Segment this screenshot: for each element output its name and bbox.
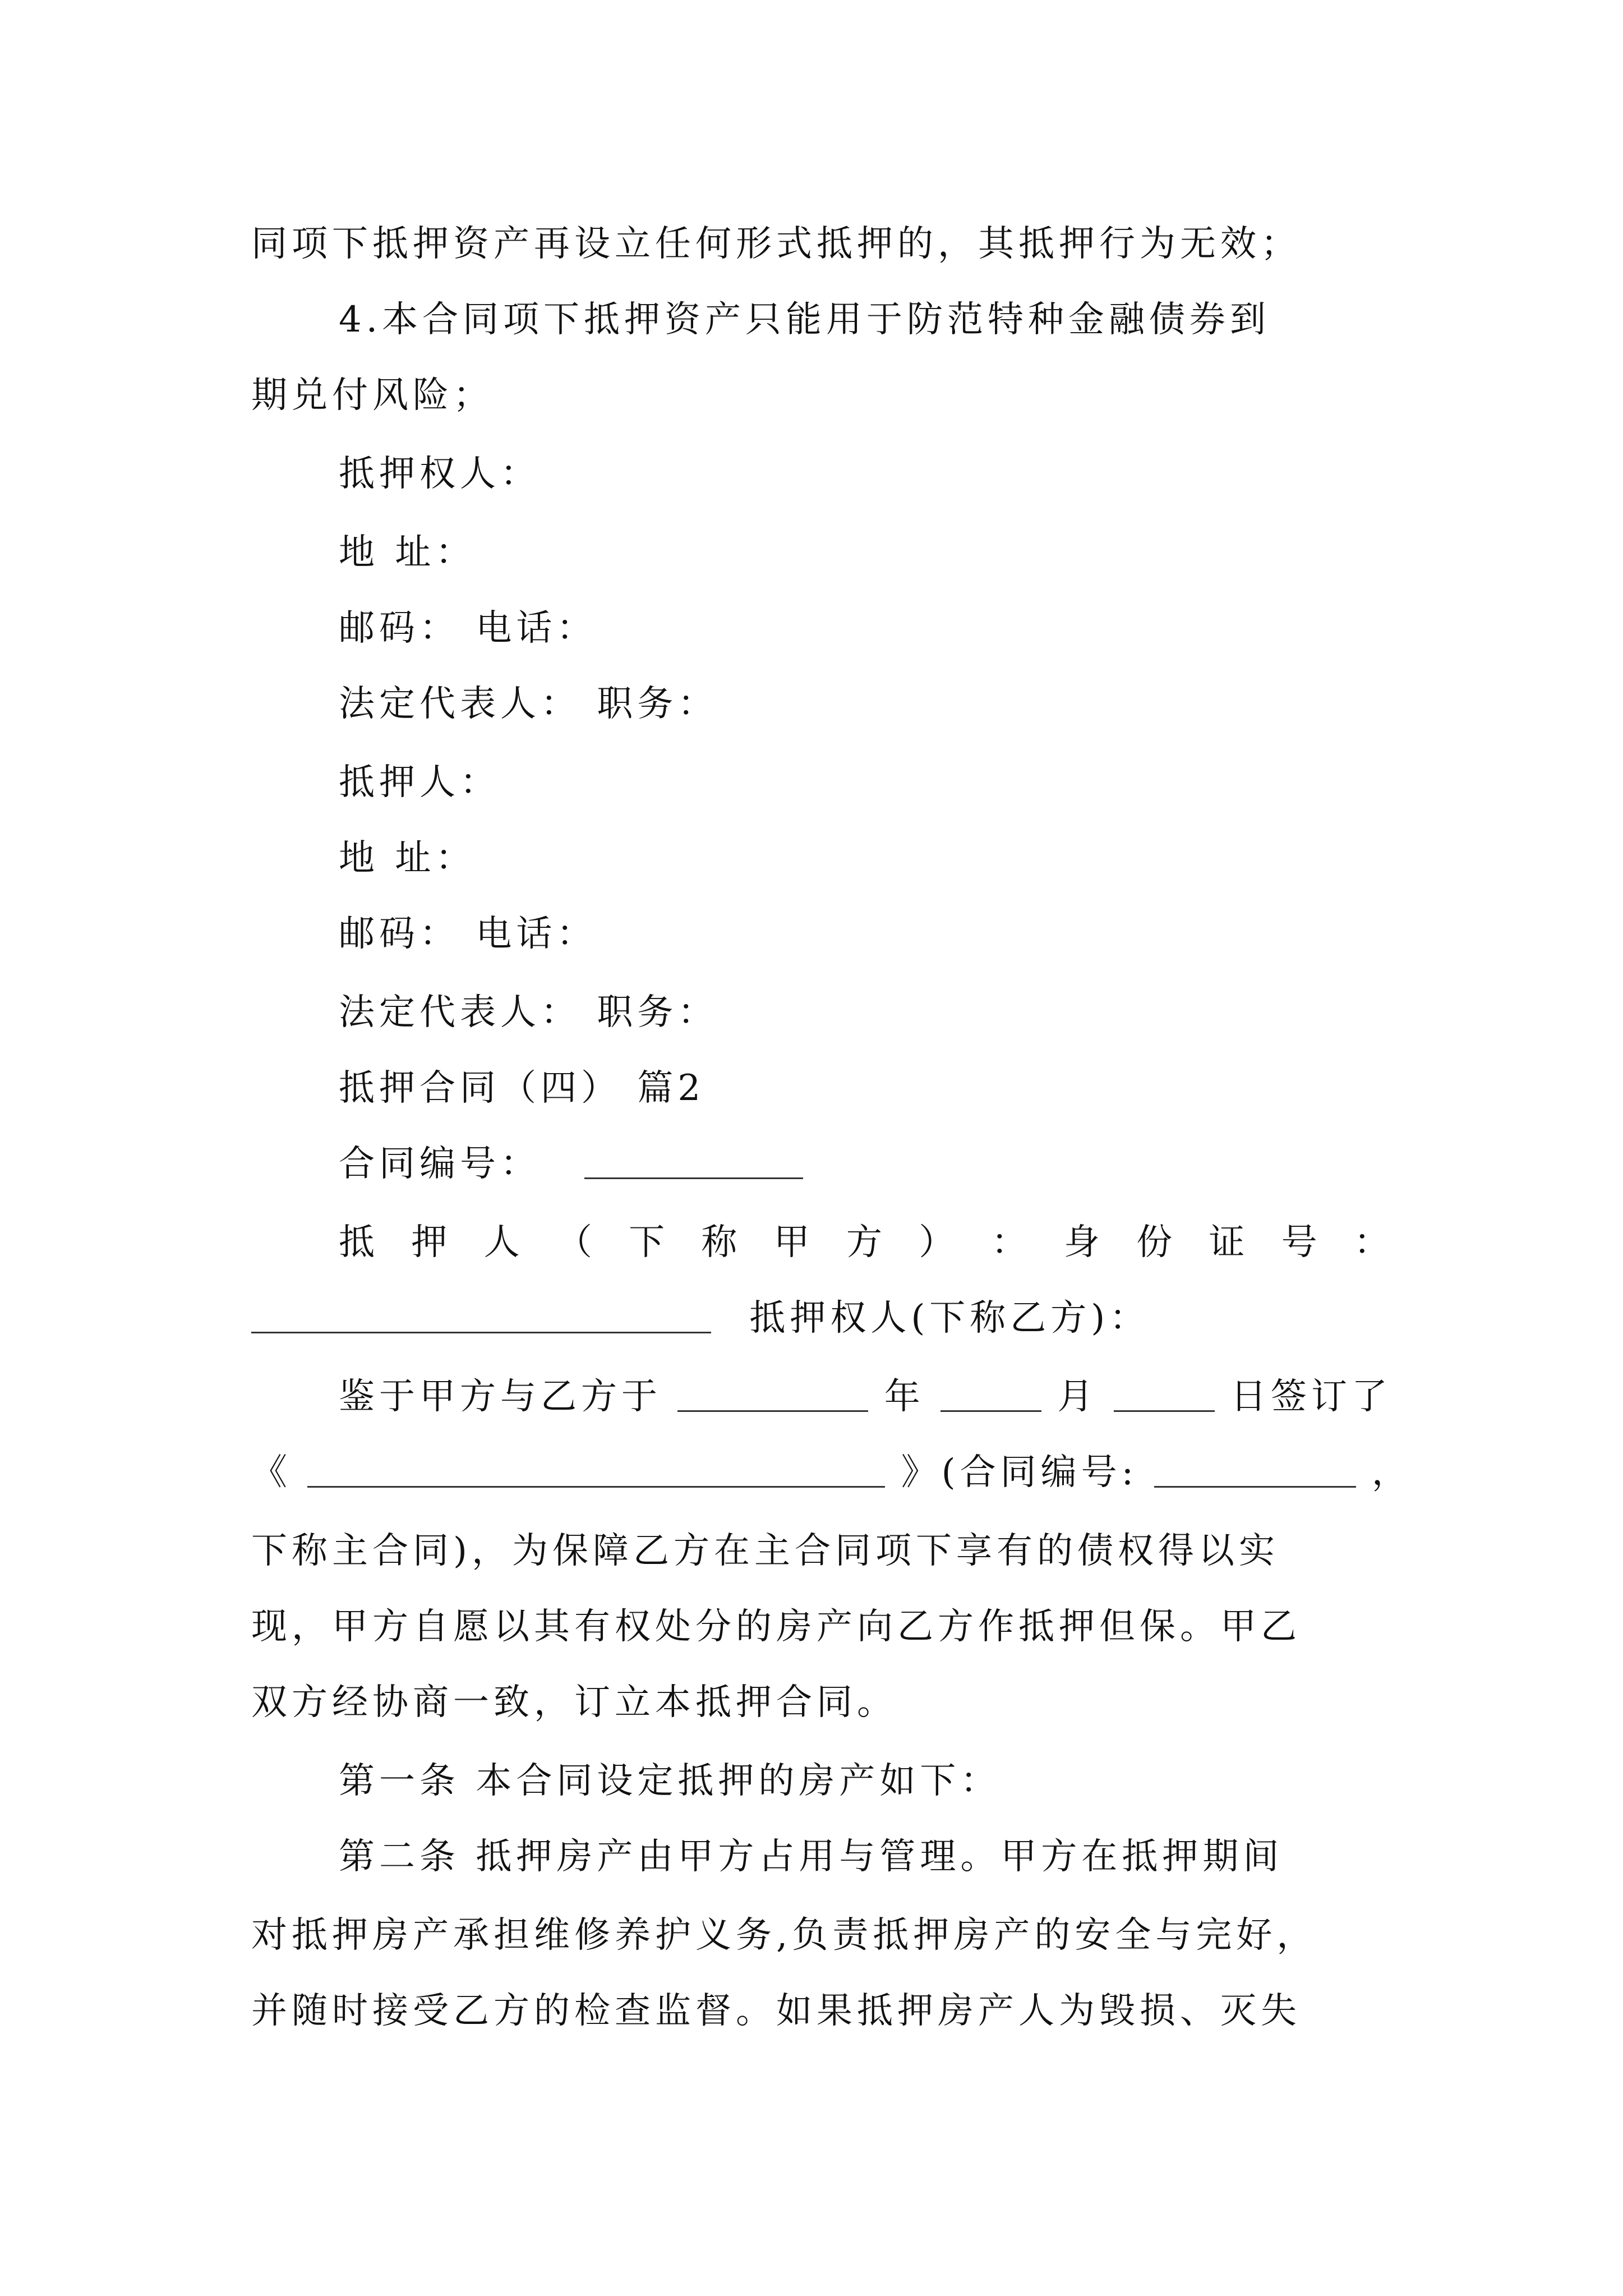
comma: ， <box>1371 1452 1412 1493</box>
spaced-char: ： <box>1353 1222 1390 1263</box>
mortgagor-postcode-phone-label: 邮码： 电话： <box>339 913 597 955</box>
contract-number-line <box>339 1133 1390 1195</box>
mortgagee-party-label: 抵押权人(下称乙方)： <box>749 1297 1150 1339</box>
mortgagee-address-label: 地 址： <box>339 532 476 573</box>
spaced-char: ） <box>919 1222 955 1263</box>
spaced-char: 号 <box>1281 1222 1317 1263</box>
spaced-char: （ <box>556 1222 592 1263</box>
text-line: 对抵押房产承担维修养护义务,负责抵押房产的安全与完好， <box>251 1915 1317 1956</box>
contract-number-label: 合同编号： <box>339 1143 541 1185</box>
spaced-char: 下 <box>629 1222 665 1263</box>
id-number-blank <box>251 1296 711 1333</box>
spaced-char: 甲 <box>773 1222 810 1263</box>
mortgagee-postcode-phone-label: 邮码： 电话： <box>339 608 597 649</box>
main-contract-number-blank <box>1154 1450 1356 1488</box>
spaced-char: 人 <box>483 1222 520 1263</box>
month-label: 月 <box>1057 1376 1098 1418</box>
main-contract-name-blank <box>307 1450 885 1488</box>
article-1: 第一条 本合同设定抵押的房产如下： <box>339 1760 1001 1802</box>
spaced-char: 抵 <box>339 1222 375 1263</box>
section-heading: 抵押合同（四） 篇2 <box>339 1068 706 1109</box>
text-line: 期兑付风险； <box>251 375 494 416</box>
mortgagor-legal-rep-label: 法定代表人： 职务： <box>339 992 718 1033</box>
contract-number-blank <box>584 1142 803 1179</box>
recital-text: 鉴于甲方与乙方于 <box>339 1376 662 1418</box>
text-line: 现，甲方自愿以其有权处分的房产向乙方作抵押但保。甲乙 <box>251 1606 1301 1648</box>
mortgagee-legal-rep-label: 法定代表人： 职务： <box>339 683 718 725</box>
text-line: 双方经协商一致，订立本抵押合同。 <box>251 1682 897 1723</box>
year-blank <box>677 1374 868 1412</box>
clause-4: 4.本合同项下抵押资产只能用于防范特种金融债券到 <box>339 299 1271 341</box>
spaced-char: 方 <box>846 1222 882 1263</box>
article-2: 第二条 抵押房产由甲方占用与管理。甲方在抵押期间 <box>339 1836 1284 1878</box>
mortgagor-label: 抵押人： <box>339 762 500 803</box>
mortgagor-party-line <box>339 1212 1390 1273</box>
recital-line <box>339 1366 1393 1428</box>
mortgagee-party-line <box>251 1287 1390 1349</box>
spaced-char: 份 <box>1136 1222 1173 1263</box>
text-line: 并随时接受乙方的检查监督。如果抵押房产人为毁损、灭失 <box>251 1990 1301 2032</box>
mortgagee-label: 抵押权人： <box>339 453 541 495</box>
contract-number-ref-label: 》(合同编号: <box>901 1452 1138 1493</box>
main-contract-line <box>251 1442 1412 1503</box>
spaced-char: 证 <box>1209 1222 1245 1263</box>
book-title-open: 《 <box>251 1452 292 1493</box>
text-line: 下称主合同)，为保障乙方在主合同项下享有的债权得以实 <box>251 1530 1279 1572</box>
spaced-char: ： <box>991 1222 1027 1263</box>
day-label: 日签订了 <box>1230 1376 1393 1418</box>
day-blank <box>1114 1374 1215 1412</box>
spaced-char: 身 <box>1063 1222 1100 1263</box>
year-label: 年 <box>884 1376 925 1418</box>
spaced-char: 称 <box>701 1222 737 1263</box>
mortgagor-address-label: 地 址： <box>339 838 476 879</box>
text-line: 同项下抵押资产再设立任何形式抵押的，其抵押行为无效； <box>251 223 1301 265</box>
month-blank <box>940 1374 1041 1412</box>
spaced-char: 押 <box>411 1222 448 1263</box>
